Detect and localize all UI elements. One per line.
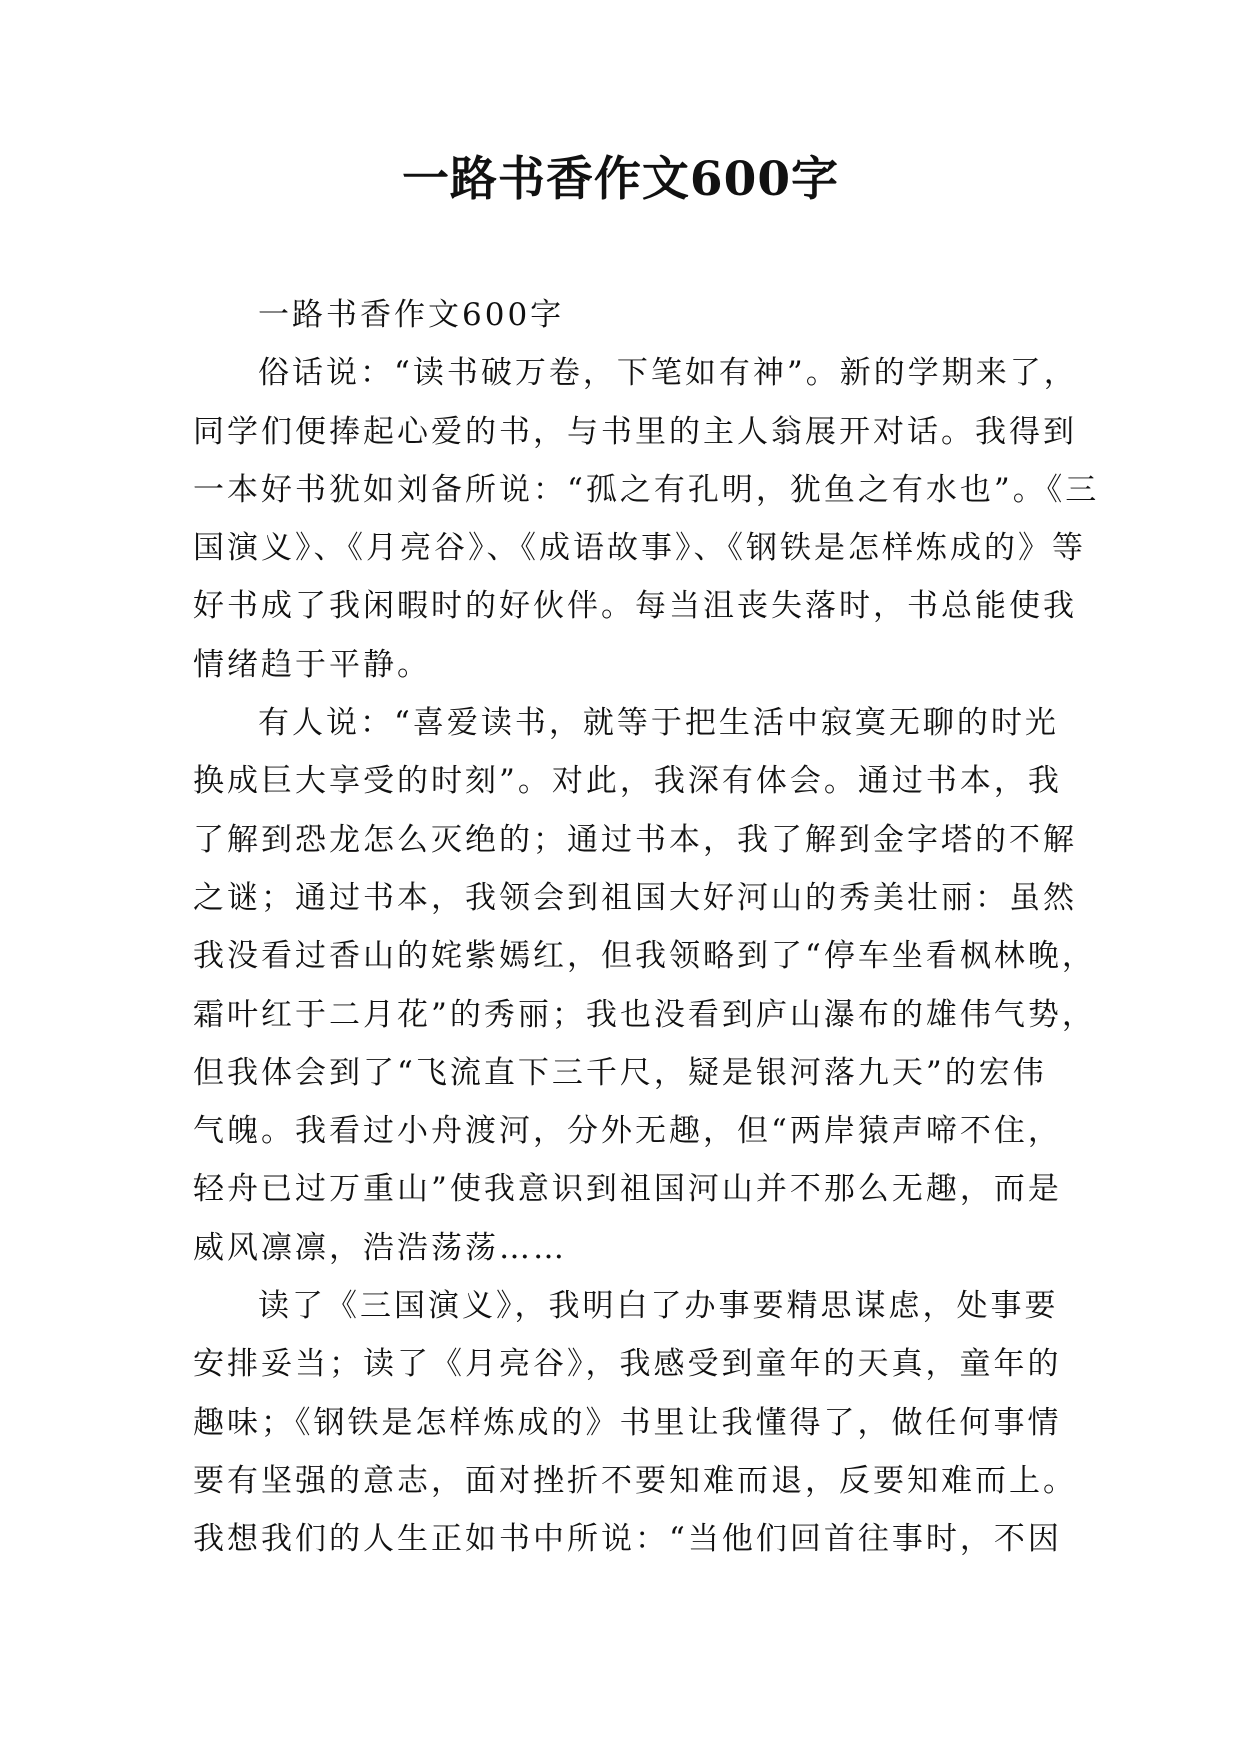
paragraph-line: 了解到恐龙怎么灭绝的；通过书本，我了解到金字塔的不解 — [193, 821, 1077, 858]
subtitle-line: 一路书香作文600字 — [258, 297, 565, 333]
paragraph-line: 之谜；通过书本，我领会到祖国大好河山的秀美壮丽：虽然 — [193, 879, 1077, 916]
paragraph-line: 好书成了我闲暇时的好伙伴。每当沮丧失落时，书总能使我 — [193, 588, 1077, 625]
paragraph-line: 气魄。我看过小舟渡河，分外无趣，但“两岸猿声啼不住， — [193, 1113, 1062, 1150]
paragraph-line: 情绪趋于平静。 — [193, 646, 431, 683]
document-title: 一路书香作文600字 — [401, 152, 840, 207]
paragraph-line: 我想我们的人生正如书中所说：“当他们回首往事时，不因 — [193, 1521, 1062, 1558]
paragraph-line: 轻舟已过万重山”使我意识到祖国河山并不那么无趣，而是 — [193, 1171, 1062, 1208]
paragraph-line: 有人说：“喜爱读书，就等于把生活中寂寞无聊的时光 — [258, 705, 1059, 742]
paragraph-line: 但我体会到了“飞流直下三千尺，疑是银河落九天”的宏伟 — [193, 1054, 1047, 1091]
paragraph-line: 换成巨大享受的时刻”。对此，我深有体会。通过书本，我 — [193, 763, 1062, 800]
paragraph-line: 安排妥当；读了《月亮谷》，我感受到童年的天真，童年的 — [193, 1346, 1062, 1383]
paragraph-line: 要有坚强的意志，面对挫折不要知难而退，反要知难而上。 — [193, 1462, 1077, 1499]
paragraph-line: 俗话说：“读书破万卷，下笔如有神”。新的学期来了， — [258, 355, 1078, 392]
paragraph-line: 读了《三国演义》，我明白了办事要精思谋虑，处事要 — [258, 1288, 1059, 1325]
paragraph-line: 威风凛凛，浩浩荡荡…… — [193, 1229, 567, 1266]
paragraph-line: 我没看过香山的姹紫嫣红，但我领略到了“停车坐看枫林晚， — [193, 938, 1096, 975]
paragraph-line: 霜叶红于二月花”的秀丽；我也没看到庐山瀑布的雄伟气势， — [193, 996, 1096, 1033]
document-body — [193, 286, 1100, 1569]
paragraph-line: 一本好书犹如刘备所说：“孤之有孔明，犹鱼之有水也”。《三 — [193, 471, 1100, 508]
paragraph-line: 国演义》、《月亮谷》、《成语故事》、《钢铁是怎样炼成的》等 — [193, 530, 1086, 567]
paragraph-line: 趣味；《钢铁是怎样炼成的》书里让我懂得了，做任何事情 — [193, 1404, 1062, 1441]
paragraph-line: 同学们便捧起心爱的书，与书里的主人翁展开对话。我得到 — [193, 413, 1077, 450]
